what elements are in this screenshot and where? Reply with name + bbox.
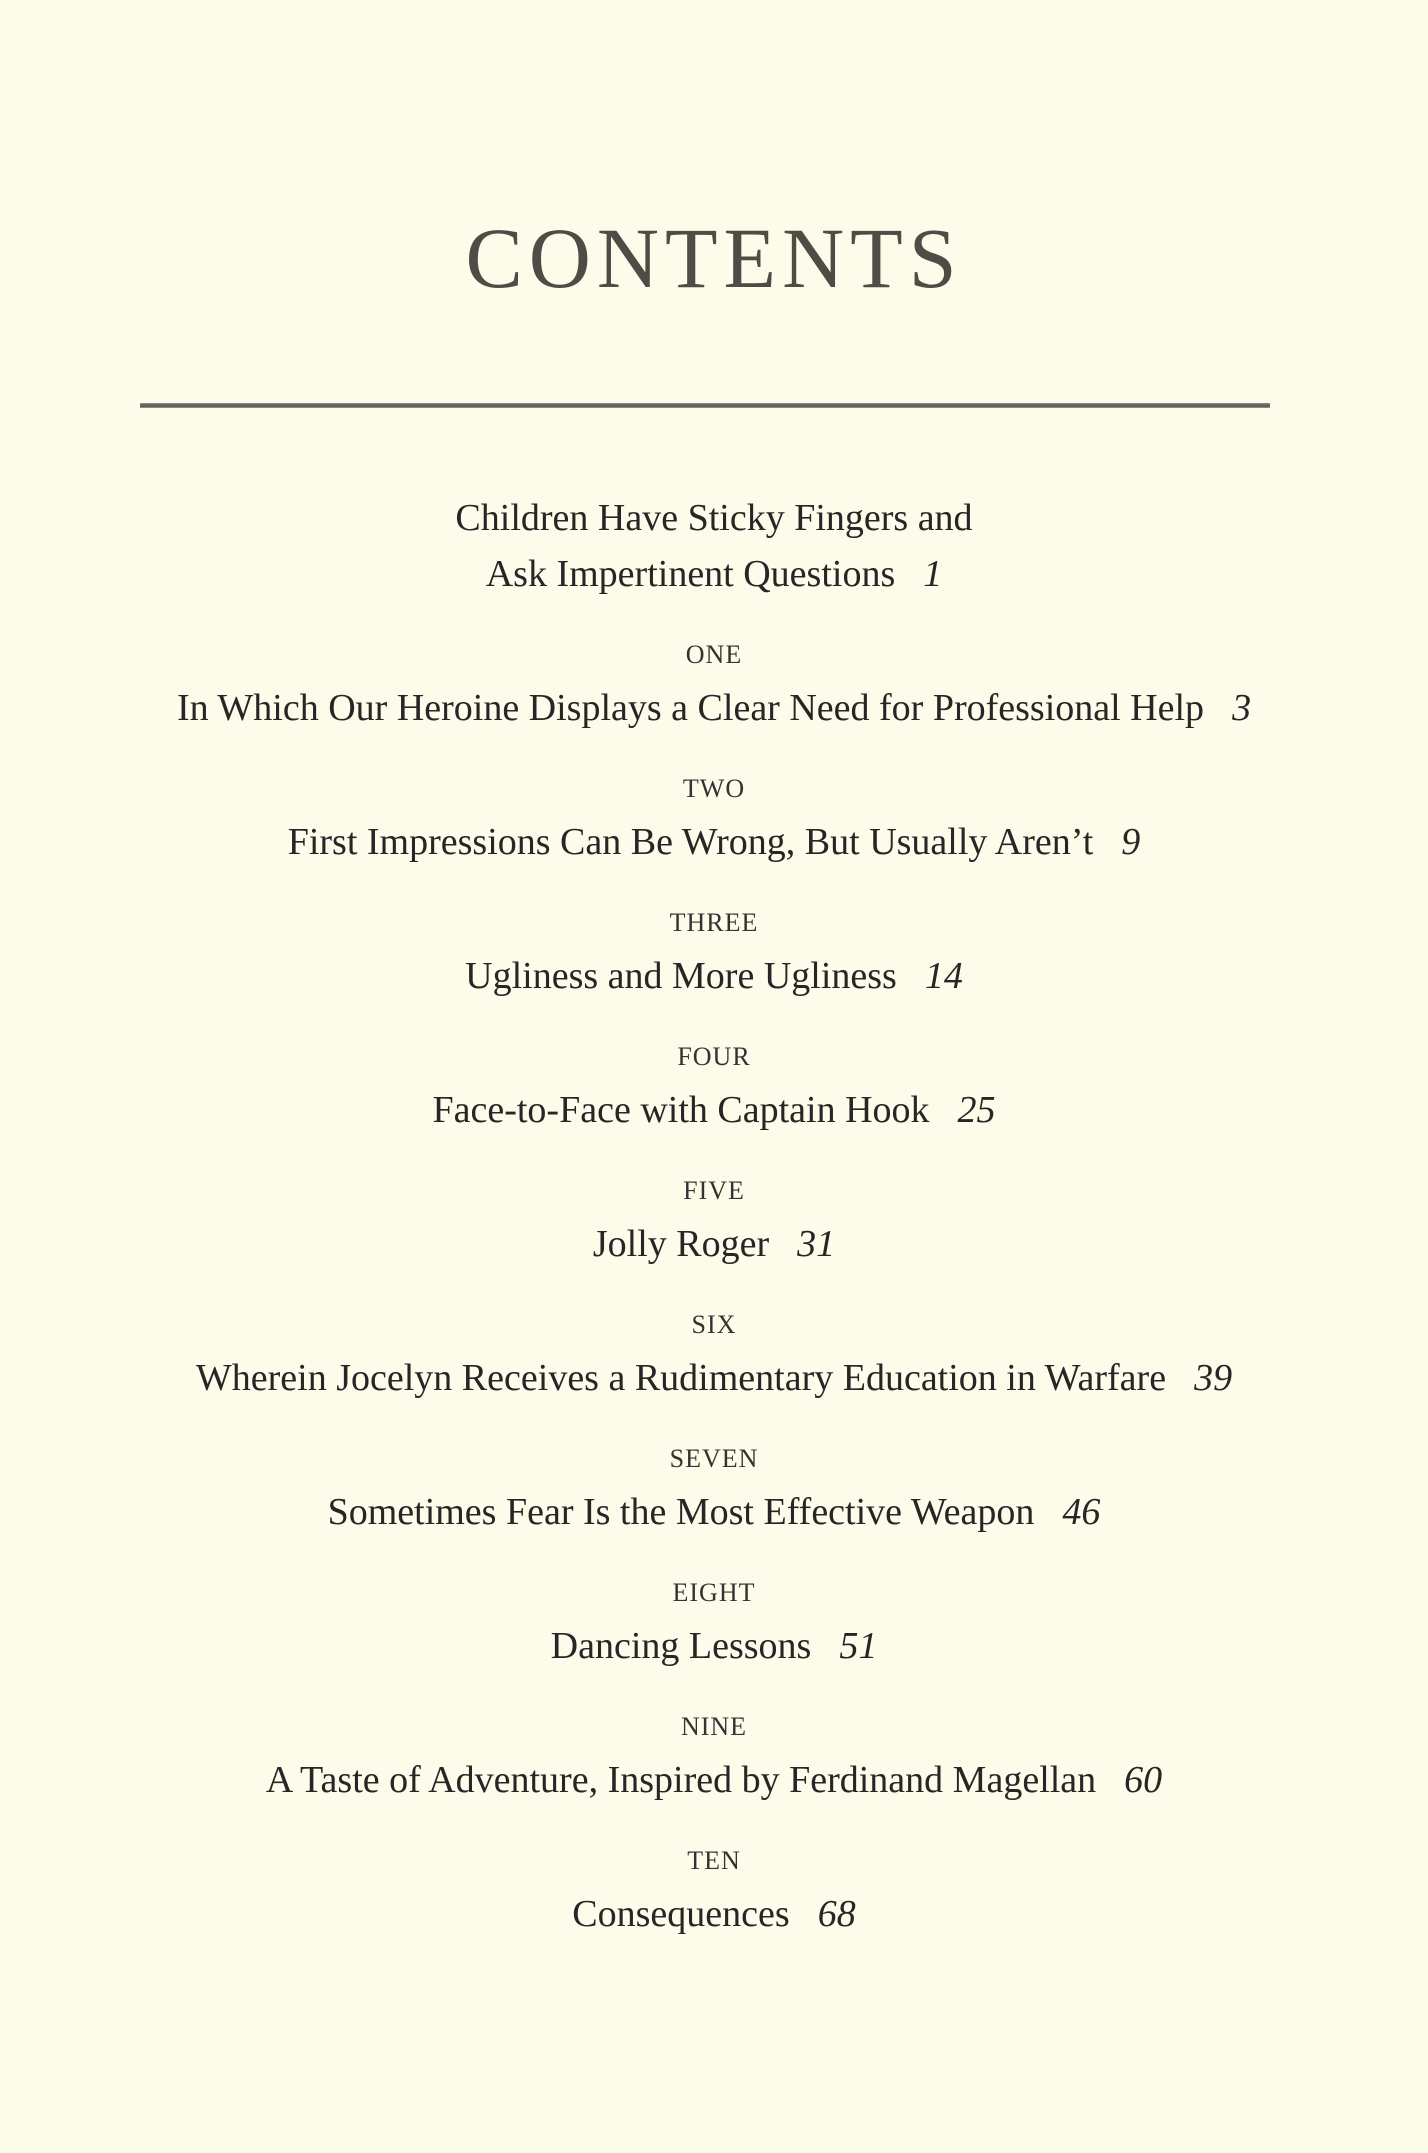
toc-entry-chapter [0, 898, 1428, 1004]
chapter-title: In Which Our Heroine Displays a Clear Need for Professional Help [176, 687, 1205, 729]
chapter-title: Jolly Roger [592, 1223, 770, 1265]
chapter-line [0, 1082, 1428, 1138]
chapter-label: FOUR [677, 1042, 751, 1071]
toc-entry-chapter [0, 1434, 1428, 1540]
chapter-title: Ugliness and More Ugliness [465, 955, 897, 997]
chapter-line [0, 1484, 1428, 1540]
prologue-title: Ask Impertinent Questions [485, 553, 896, 595]
chapter-page-number: 51 [839, 1625, 878, 1667]
chapter-title: First Impressions Can Be Wrong, But Usually Aren’t [287, 821, 1094, 863]
chapter-label: FIVE [683, 1176, 745, 1205]
chapter-label: ONE [685, 640, 743, 669]
chapter-page-number: 31 [797, 1223, 836, 1265]
toc-entry-chapter [0, 630, 1428, 736]
toc-entry-chapter [0, 1702, 1428, 1808]
chapter-line [0, 814, 1428, 870]
chapter-page-number: 68 [817, 1893, 856, 1935]
page-title: CONTENTS [465, 210, 963, 306]
chapter-line [0, 1618, 1428, 1674]
table-of-contents [0, 490, 1428, 1942]
chapter-label: SIX [691, 1310, 737, 1339]
chapter-line [0, 1886, 1428, 1942]
toc-entry-chapter [0, 1032, 1428, 1138]
chapter-line [0, 1350, 1428, 1406]
chapter-label: NINE [680, 1712, 748, 1741]
chapter-title: Consequences [572, 1893, 790, 1935]
toc-entry-prologue [0, 490, 1428, 602]
chapter-line [0, 1752, 1428, 1808]
toc-entry-chapter [0, 764, 1428, 870]
chapter-page-number: 9 [1121, 821, 1141, 863]
chapter-title: Sometimes Fear Is the Most Effective Weapon [327, 1491, 1035, 1533]
chapter-page-number: 39 [1194, 1357, 1233, 1399]
chapter-label: TEN [687, 1846, 741, 1875]
prologue-title-line-2 [0, 546, 1428, 602]
chapter-page-number: 60 [1124, 1759, 1163, 1801]
chapter-title: Dancing Lessons [550, 1625, 812, 1667]
title-rule [140, 403, 1270, 408]
chapter-page-number: 46 [1062, 1491, 1101, 1533]
toc-entry-chapter [0, 1300, 1428, 1406]
toc-entry-chapter [0, 1166, 1428, 1272]
chapter-title: Wherein Jocelyn Receives a Rudimentary Education in Warfare [195, 1357, 1167, 1399]
chapter-label: THREE [669, 908, 759, 937]
chapter-page-number: 3 [1232, 687, 1252, 729]
chapter-line [0, 1216, 1428, 1272]
chapter-page-number: 14 [924, 955, 963, 997]
prologue-title-line-1: Children Have Sticky Fingers and [455, 497, 973, 539]
chapter-title: A Taste of Adventure, Inspired by Ferdinand Magellan [265, 1759, 1097, 1801]
chapter-page-number: 25 [957, 1089, 996, 1131]
chapter-line [0, 948, 1428, 1004]
toc-entry-chapter [0, 1568, 1428, 1674]
prologue-page-number: 1 [923, 553, 943, 595]
chapter-line [0, 680, 1428, 736]
toc-entry-chapter [0, 1836, 1428, 1942]
chapter-label: TWO [682, 774, 746, 803]
chapter-title: Face-to-Face with Captain Hook [432, 1089, 930, 1131]
chapter-label: EIGHT [672, 1578, 756, 1607]
chapter-label: SEVEN [669, 1444, 759, 1473]
